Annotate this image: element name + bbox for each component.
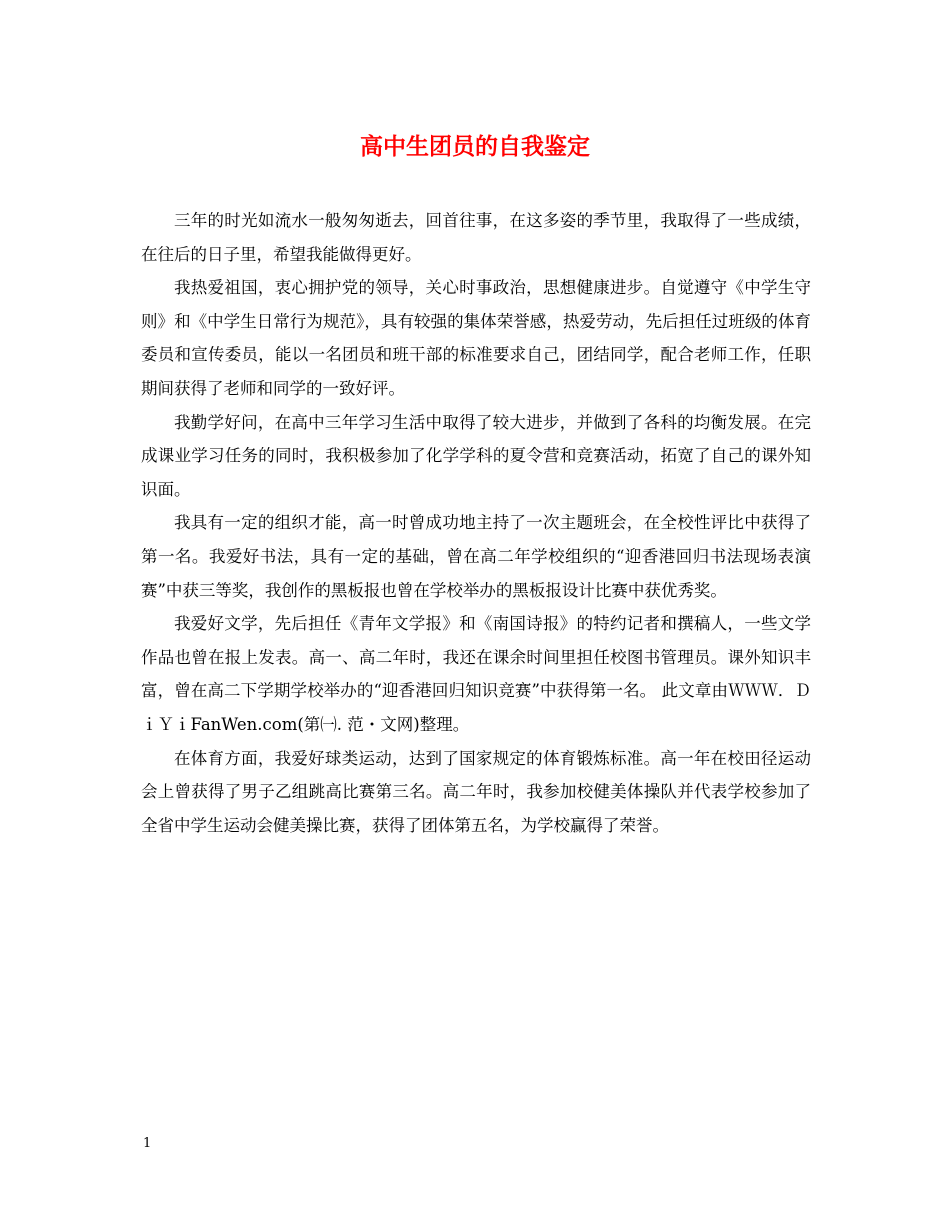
paragraph-organization: 我具有一定的组织才能，高一时曾成功地主持了一次主题班会，在全校性评比中获得了第一名。我爱好书法，具有一定的基础，曾在高二年学校组织的“迎香港回归书法现场表演赛”中获三等奖，我创作的黑板报也曾在学校举办的黑板报设计比赛中获优秀奖。 (141, 513, 811, 600)
paragraph-intro: 三年的时光如流水一般匆匆逝去，回首往事，在这多姿的季节里，我取得了一些成绩，在往后的日子里，希望我能做得更好。 (141, 211, 811, 264)
paragraph-sports: 在体育方面，我爱好球类运动，达到了国家规定的体育锻炼标准。高一年在校田径运动会上曾获得了男子乙组跳高比赛第三名。高二年时，我参加校健美体操队并代表学校参加了全省中学生运动会健美操比赛，获得了团体第五名，为学校赢得了荣誉。 (141, 748, 811, 835)
document-title: 高中生团员的自我鉴定 (360, 133, 590, 160)
document-body (141, 204, 811, 842)
page-number: 1 (143, 1136, 152, 1151)
paragraph-literature: 我爱好文学，先后担任《青年文学报》和《南国诗报》的特约记者和撰稿人，一些文学作品也曾在报上发表。高一、高二年时，我还在课余时间里担任校图书管理员。课外知识丰富，曾在高二下学期学校举办的“迎香港回归知识竞赛”中获得第一名。 此文章由ＷＷＷ．ＤｉＹｉFanWen.com(第㈠. 范・文网)整理。 (141, 614, 811, 734)
paragraph-study: 我勤学好问，在高中三年学习生活中取得了较大进步，并做到了各科的均衡发展。在完成课业学习任务的同时，我积极参加了化学学科的夏令营和竞赛活动，拓宽了自己的课外知识面。 (141, 412, 811, 499)
paragraph-patriotism: 我热爱祖国，衷心拥护党的领导，关心时事政治，思想健康进步。自觉遵守《中学生守则》和《中学生日常行为规范》，具有较强的集体荣誉感，热爱劳动，先后担任过班级的体育委员和宣传委员，能以一名团员和班干部的标准要求自己，团结同学，配合老师工作，任职期间获得了老师和同学的一致好评。 (141, 278, 811, 398)
